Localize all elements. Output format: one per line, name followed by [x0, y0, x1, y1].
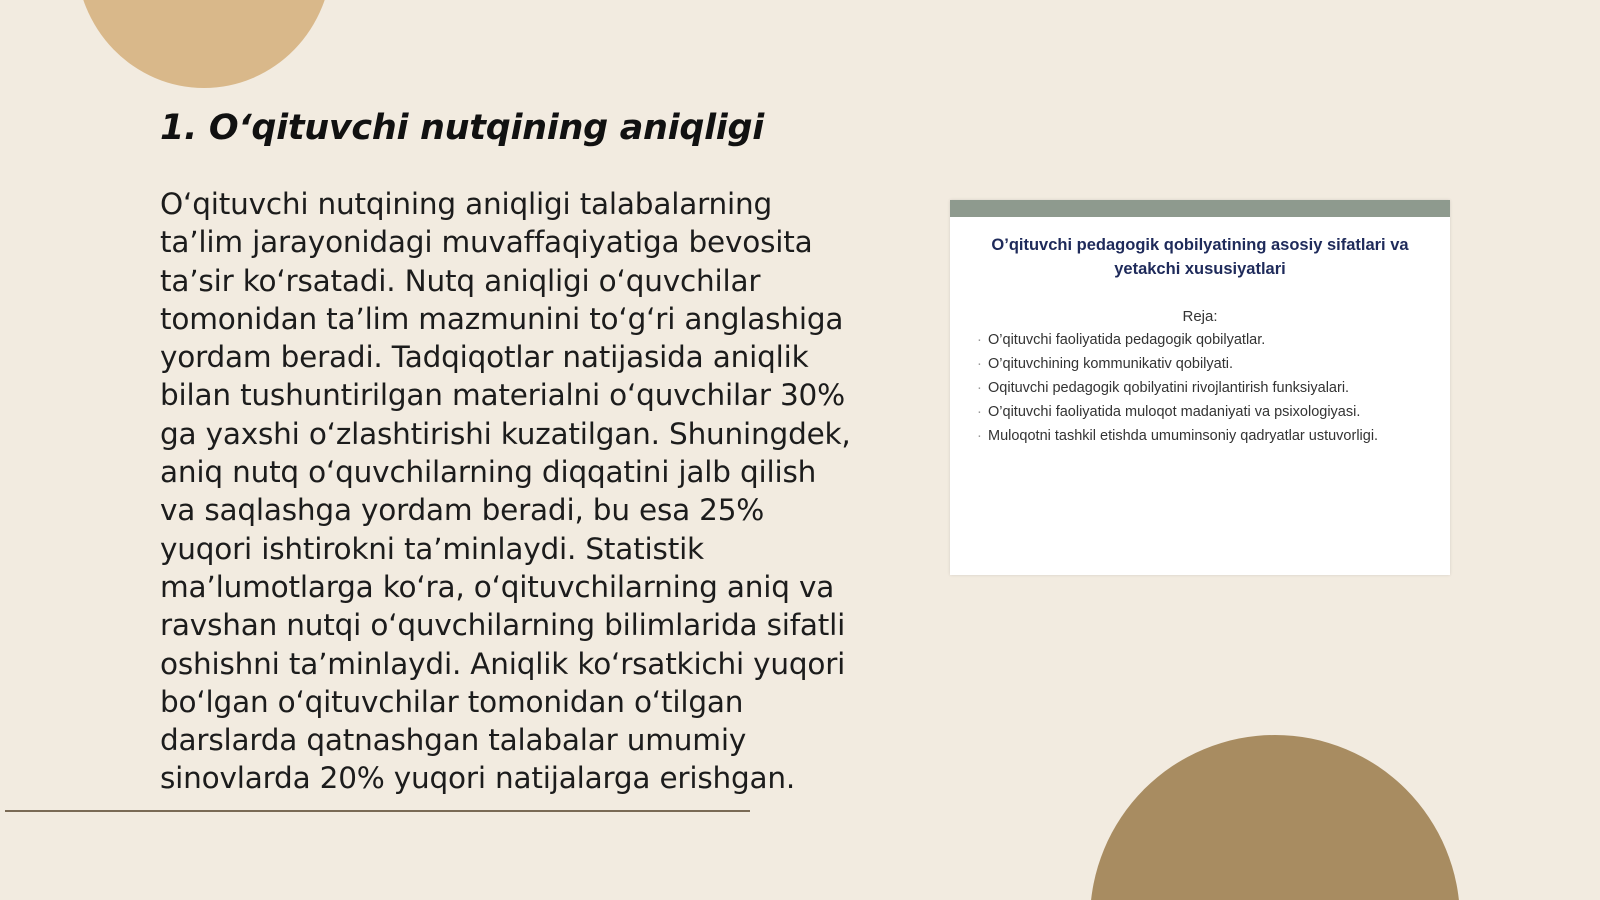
decorative-line	[5, 810, 750, 812]
embedded-slide-list-item: · Muloqotni tashkil etishda umuminsoniy qadryatlar ustuvorligi.	[980, 426, 1430, 446]
slide-body-text: O‘qituvchi nutqining aniqligi talabalarning ta’lim jarayonidagi muvaffaqiyatiga bevosita ta’sir ko‘rsatadi. Nutq aniqligi o‘quvchilar tomonidan ta’lim mazmunini to‘g‘ri anglashiga yordam beradi. Tadqiqotlar natijasida aniqlik bilan tushuntirilgan materialni o‘quvchilar 30% ga yaxshi o‘zlashtirishi kuzatilgan. Shuningdek, aniq nutq o‘quvchilarning diqqatini jalb qilish va saqlashga yordam beradi, bu esa 25% yuqori ishtirokni ta’minlaydi. Statistik ma’lumotlarga ko‘ra, o‘qituvchilarning aniq va ravshan nutqi o‘quvchilarning bilimlarida sifatli oshishni ta’minlaydi. Aniqlik ko‘rsatkichi yuqori bo‘lgan o‘qituvchilar tomonidan o‘tilgan darslarda qatnashgan talabalar umumiy sinovlarda 20% yuqori natijalarga erishgan.	[160, 187, 851, 796]
embedded-slide-list-item: · Oqituvchi pedagogik qobilyatini rivojlantirish funksiyalari.	[980, 378, 1430, 398]
embedded-slide-list-item: · O’qituvchi faoliyatida muloqot madaniyati va psixologiyasi.	[980, 402, 1430, 422]
decorative-circle-bottom	[1090, 735, 1460, 900]
embedded-slide-list-item: · O’qituvchi faoliyatida pedagogik qobilyatlar.	[980, 330, 1430, 350]
embedded-slide-image	[950, 200, 1450, 575]
embedded-slide-title: O’qituvchi pedagogik qobilyatining asosiy sifatlari va yetakchi xususiyatlari	[991, 236, 1409, 278]
slide-title: 1. O‘qituvchi nutqining aniqligi	[160, 108, 764, 148]
embedded-slide-list	[980, 330, 1430, 450]
decorative-circle-top	[76, 0, 332, 88]
embedded-slide-header-bar	[950, 200, 1450, 217]
embedded-slide-list-item: · O’qituvchining kommunikativ qobilyati.	[980, 354, 1430, 374]
embedded-slide-subtitle: Reja:	[1182, 308, 1218, 325]
